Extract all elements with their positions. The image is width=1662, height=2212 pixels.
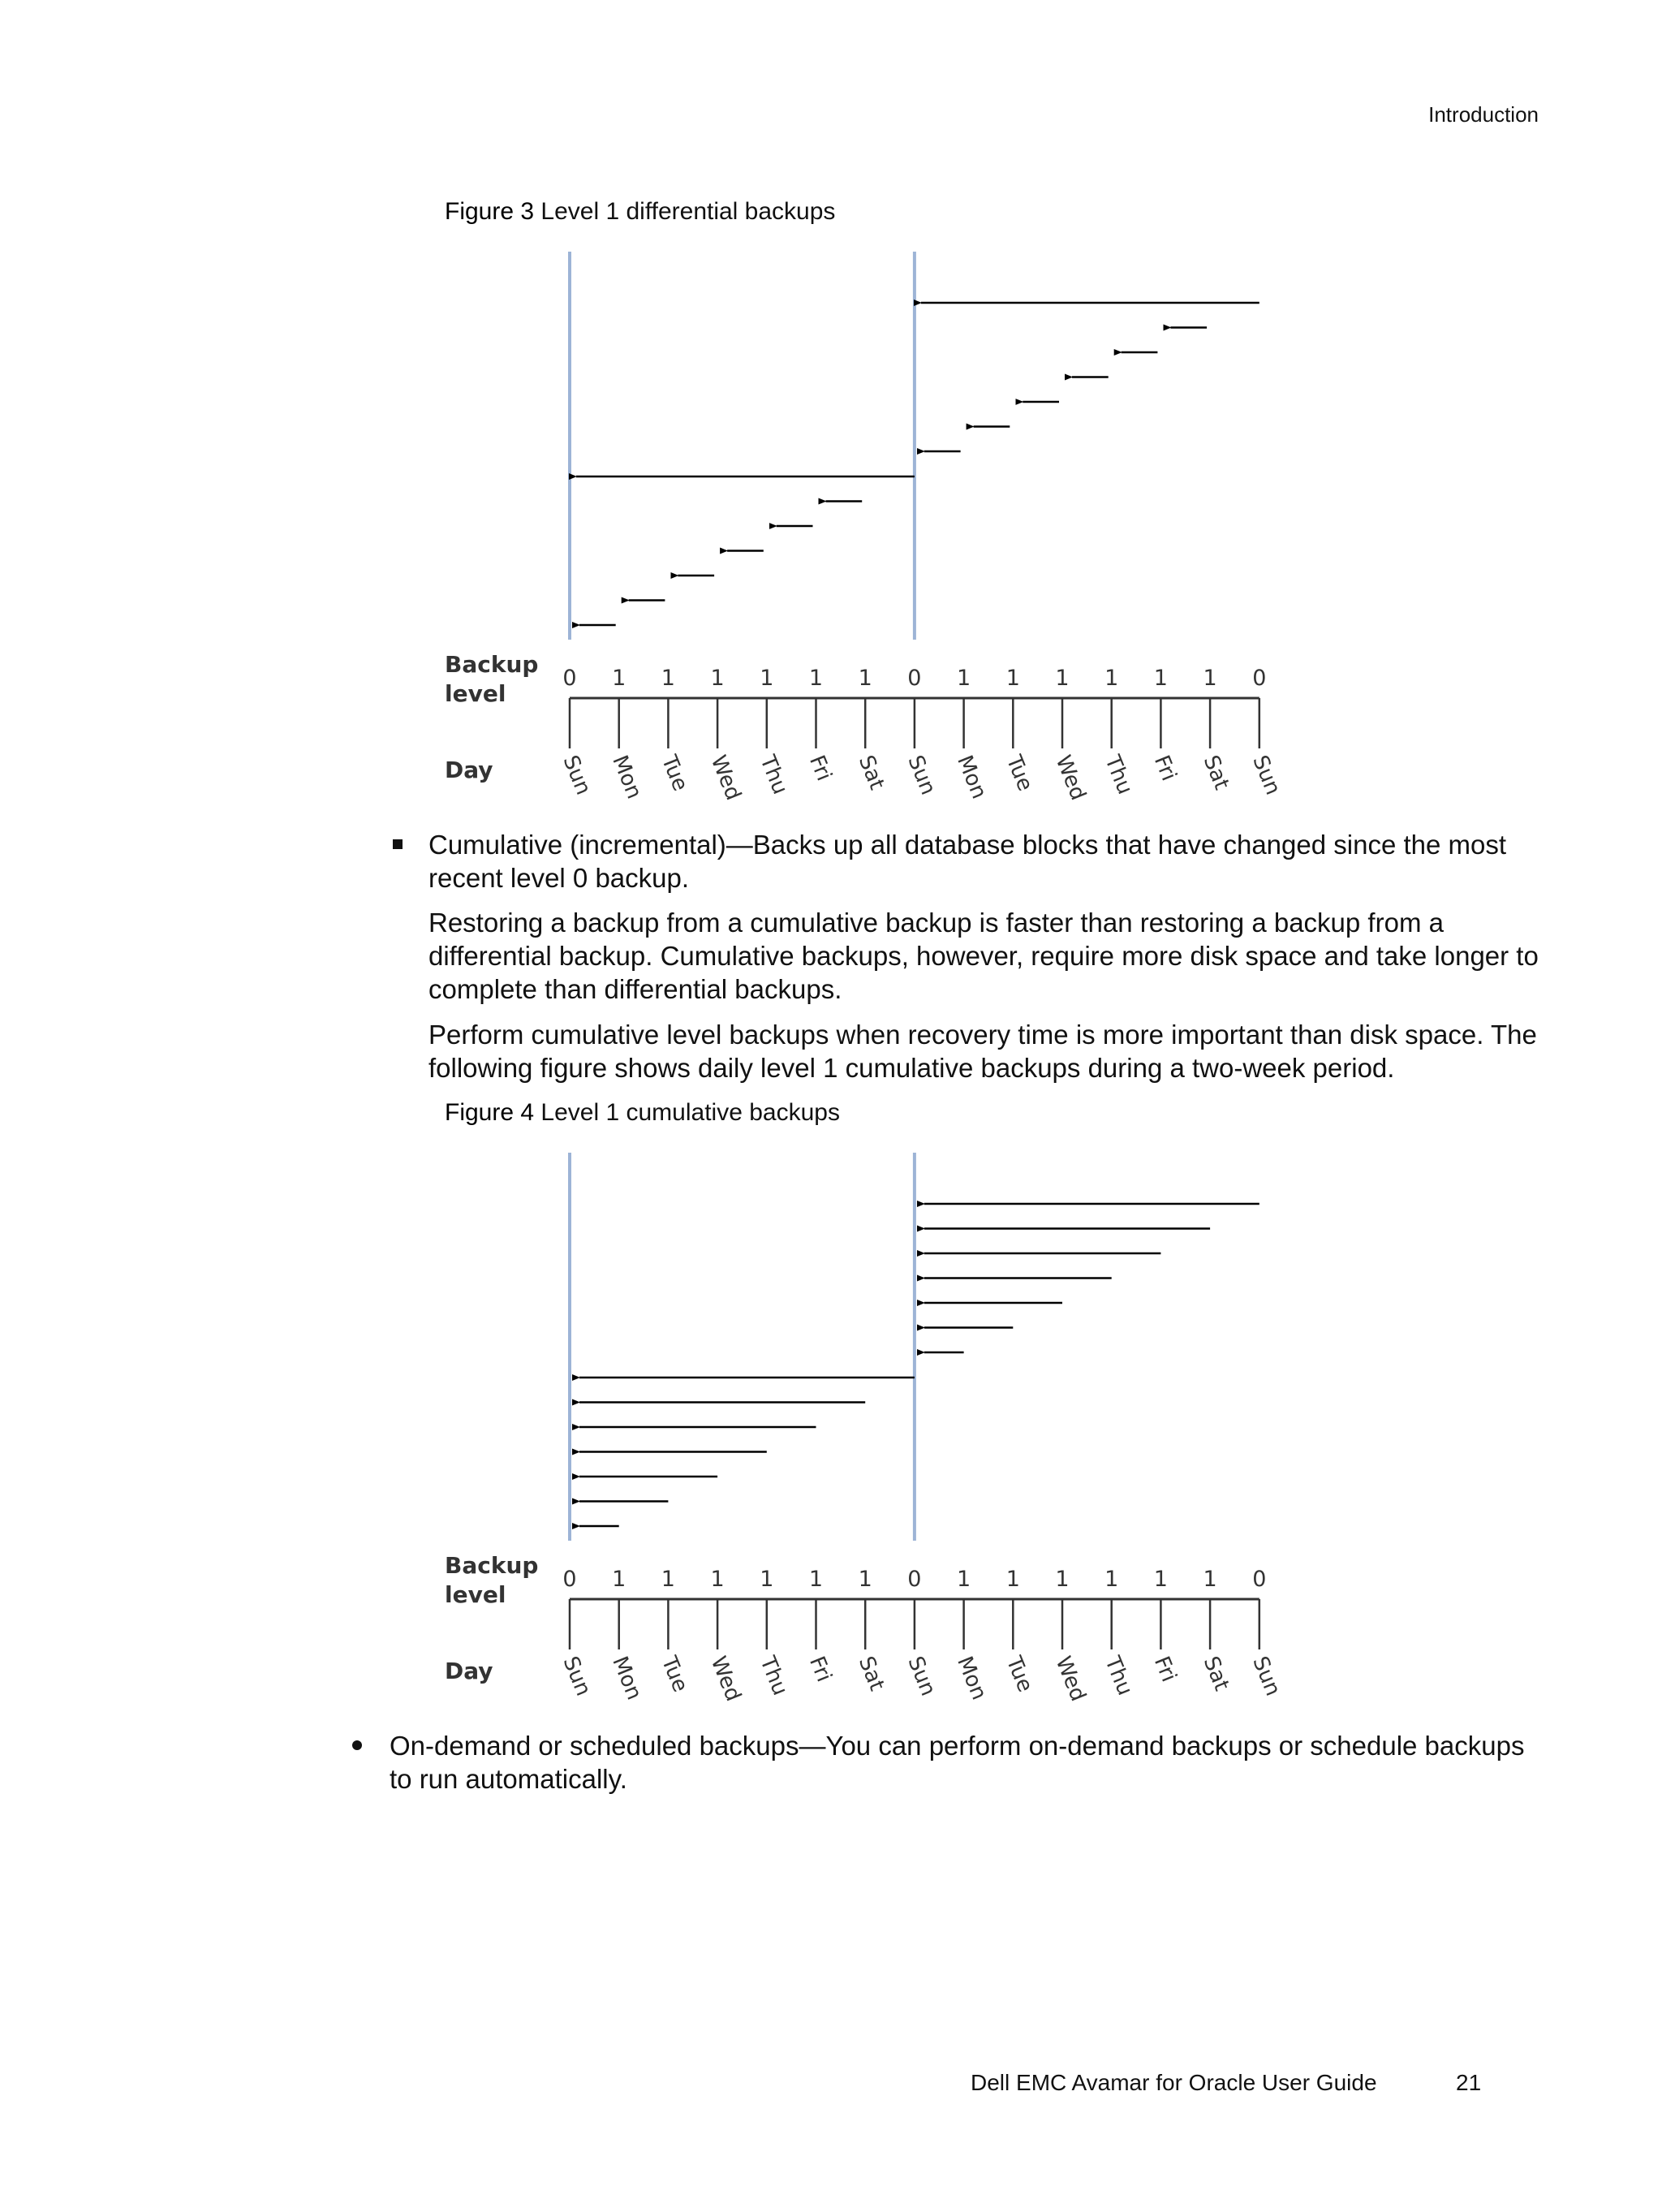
level-tick-label: 1 <box>1005 1567 1020 1592</box>
day-tick-label: Fri <box>804 752 837 785</box>
level-tick-label: 1 <box>760 666 774 691</box>
day-tick-label: Wed <box>705 752 746 804</box>
day-tick-label: Wed <box>1050 752 1091 804</box>
figure4-caption-text: Level 1 cumulative backups <box>540 1099 840 1126</box>
bullet-dot-icon <box>352 1740 362 1750</box>
figure3-svg <box>438 244 1363 869</box>
bullet-ondemand-text: On-demand or scheduled backups—You can perform on-demand backups or schedule backups to run automatically. <box>390 1731 1525 1794</box>
figure4-caption <box>445 1099 840 1127</box>
backup-level-label: Backup <box>445 1552 539 1579</box>
level-tick-label: 1 <box>710 666 725 691</box>
day-tick-label: Sun <box>902 752 941 799</box>
level-tick-label: 1 <box>612 666 626 691</box>
footer-title: Dell EMC Avamar for Oracle User Guide <box>971 2070 1377 2095</box>
day-tick-label: Sun <box>1247 752 1285 799</box>
level-tick-label: 1 <box>612 1567 626 1592</box>
level-tick-label: 1 <box>1005 666 1020 691</box>
day-label: Day <box>445 757 493 783</box>
page-header-section: Introduction <box>1428 102 1539 127</box>
level-tick-label: 1 <box>808 666 824 691</box>
footer-page-number: 21 <box>1456 2070 1482 2095</box>
level-tick-label: 1 <box>1203 666 1217 691</box>
level-tick-label: 1 <box>858 666 872 691</box>
figure3-caption <box>445 198 835 226</box>
level-tick-label: 1 <box>1203 1567 1217 1592</box>
day-tick-label: Sun <box>902 1653 941 1700</box>
level-tick-label: 1 <box>1153 1567 1168 1592</box>
level-tick-label: 0 <box>907 1567 922 1592</box>
day-tick-label: Tue <box>656 752 693 795</box>
level-tick-label: 1 <box>760 1567 774 1592</box>
day-tick-label: Mon <box>952 752 992 803</box>
paragraph-restoring: Restoring a backup from a cumulative backup is faster than restoring a backup from a differential backup. Cumulative backups, however, require more disk space and take longer to complete than differential backups. <box>428 908 1539 1004</box>
paragraph-perform: Perform cumulative level backups when recovery time is more important than disk space. The following figure shows daily level 1 cumulative backups during a two-week period. <box>428 1020 1537 1083</box>
figure4-label: Figure 4 <box>445 1099 535 1126</box>
day-tick-label: Wed <box>1050 1653 1091 1705</box>
level-tick-label: 1 <box>858 1567 872 1592</box>
day-tick-label: Thu <box>755 752 793 798</box>
level-tick-label: 1 <box>1104 1567 1119 1592</box>
figure3-label: Figure 3 <box>445 198 535 225</box>
day-tick-label: Tue <box>1001 752 1038 795</box>
day-tick-label: Thu <box>755 1653 793 1699</box>
figure3-caption-text: Level 1 differential backups <box>540 198 836 225</box>
level-tick-label: 1 <box>1055 666 1070 691</box>
backup-level-label-line2: level <box>445 680 506 707</box>
day-tick-label: Sun <box>1247 1653 1285 1700</box>
level-tick-label: 1 <box>1104 666 1119 691</box>
level-tick-label: 0 <box>907 666 922 691</box>
day-tick-label: Sun <box>558 752 596 799</box>
day-tick-label: Sat <box>853 752 889 794</box>
day-tick-label: Fri <box>804 1653 837 1686</box>
day-tick-label: Tue <box>1001 1653 1038 1696</box>
figure3-chart <box>438 244 1363 869</box>
level-tick-label: 0 <box>562 666 577 691</box>
day-tick-label: Sat <box>1198 1653 1234 1695</box>
day-tick-label: Mon <box>952 1653 992 1704</box>
figure4-svg <box>438 1145 1363 1770</box>
figure4-chart <box>438 1145 1363 1770</box>
backup-level-label: Backup <box>445 651 539 678</box>
level-tick-label: 1 <box>957 666 971 691</box>
day-tick-label: Fri <box>1148 752 1182 785</box>
day-tick-label: Wed <box>705 1653 746 1705</box>
day-tick-label: Tue <box>656 1653 693 1696</box>
level-tick-label: 1 <box>957 1567 971 1592</box>
level-tick-label: 1 <box>808 1567 824 1592</box>
day-tick-label: Fri <box>1148 1653 1182 1686</box>
day-tick-label: Sat <box>1198 752 1234 794</box>
backup-level-label-line2: level <box>445 1581 506 1608</box>
level-tick-label: 1 <box>1153 666 1168 691</box>
day-tick-label: Sat <box>853 1653 889 1695</box>
day-tick-label: Mon <box>607 752 647 803</box>
level-tick-label: 0 <box>562 1567 577 1592</box>
level-tick-label: 1 <box>661 1567 675 1592</box>
level-tick-label: 0 <box>1252 666 1267 691</box>
day-tick-label: Thu <box>1100 1653 1138 1699</box>
day-tick-label: Sun <box>558 1653 596 1700</box>
day-tick-label: Thu <box>1100 752 1138 798</box>
day-tick-label: Mon <box>607 1653 647 1704</box>
bullet-cumulative-text: Cumulative (incremental)—Backs up all database blocks that have changed since the most recent level 0 backup. <box>428 830 1507 893</box>
day-label: Day <box>445 1658 493 1684</box>
bullet-square-icon <box>393 839 403 849</box>
level-tick-label: 1 <box>1055 1567 1070 1592</box>
level-tick-label: 1 <box>661 666 675 691</box>
level-tick-label: 0 <box>1252 1567 1267 1592</box>
level-tick-label: 1 <box>710 1567 725 1592</box>
